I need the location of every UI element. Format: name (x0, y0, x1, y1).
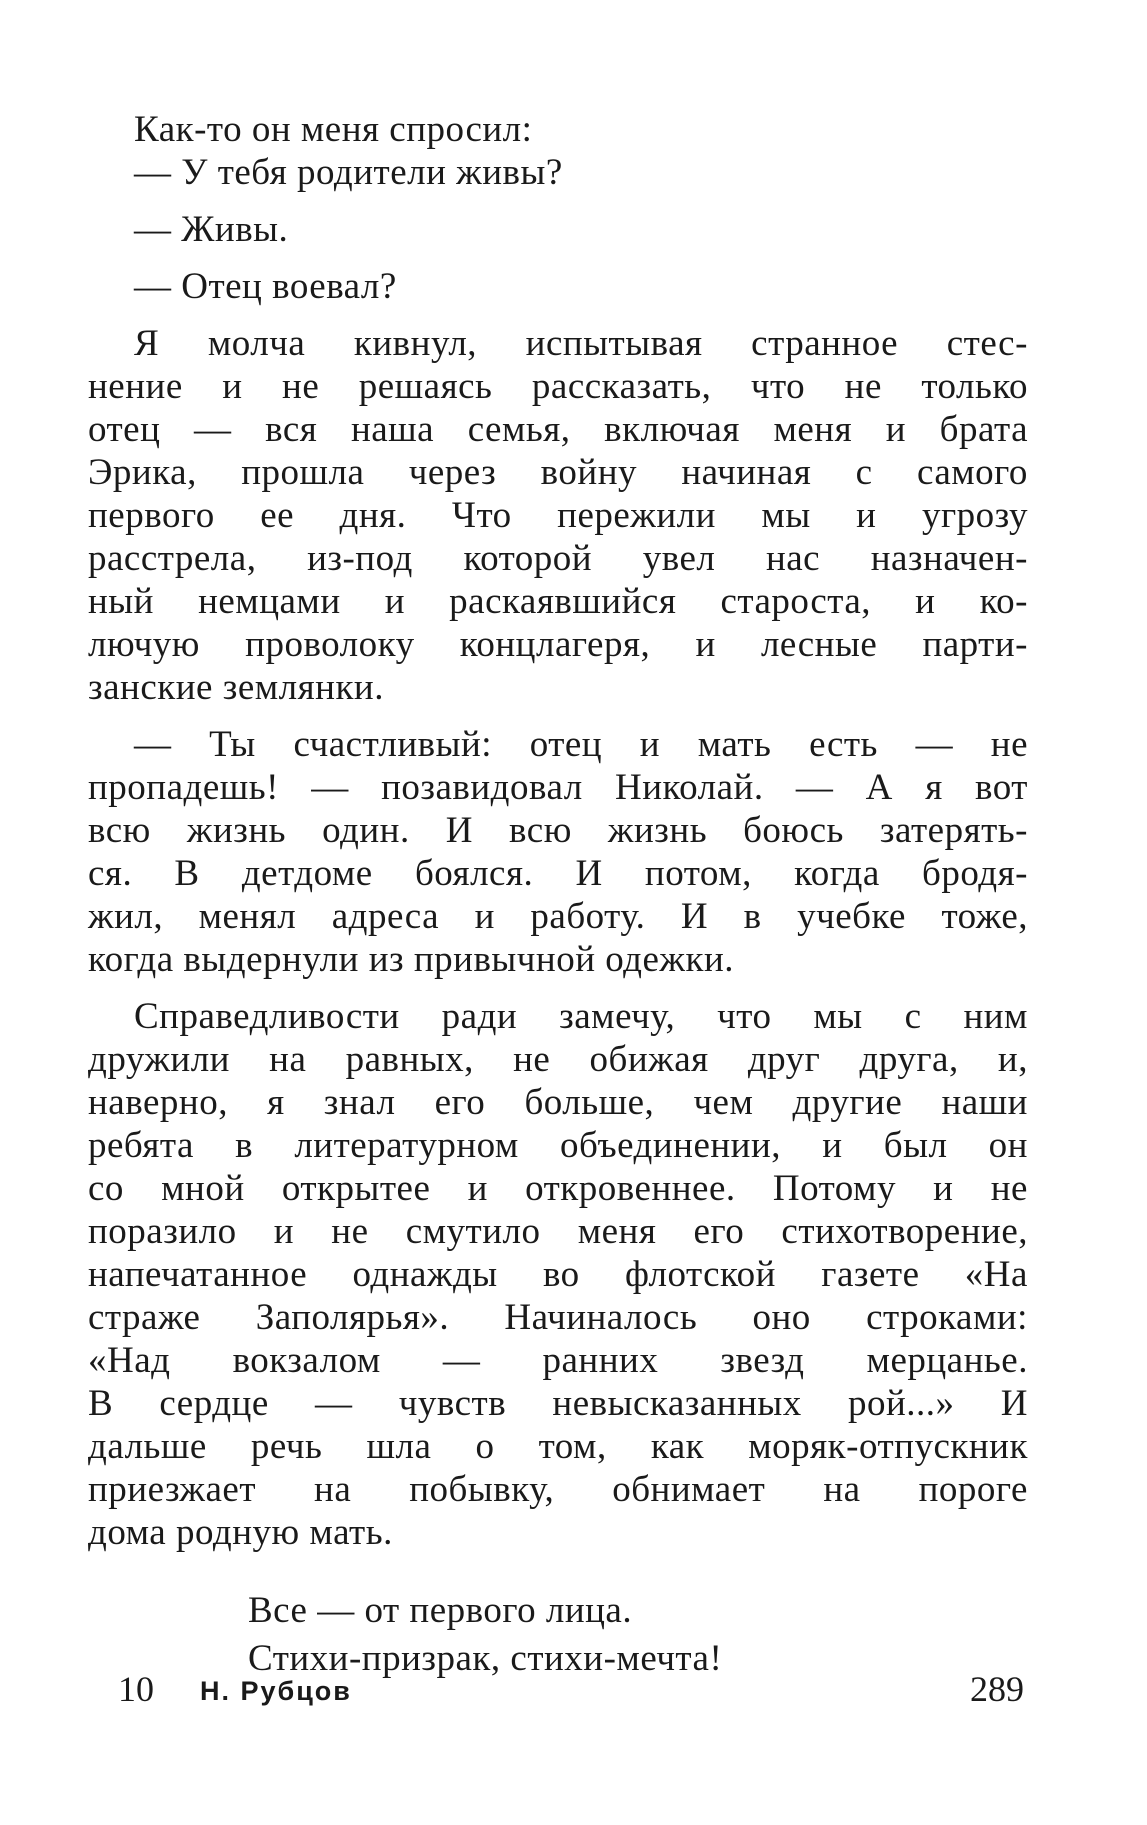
poem-line: Все — от первого лица. (248, 1590, 633, 1631)
word: испытывая (525, 323, 703, 364)
word: староста, (720, 581, 872, 622)
word: мерцанье. (866, 1340, 1028, 1381)
text-line: — Отец воевал? (134, 266, 397, 307)
signature-number: 10 (118, 1669, 154, 1709)
word: брата (939, 409, 1028, 450)
text-line: дома родную мать. (88, 1512, 393, 1553)
word: обнимает (612, 1469, 766, 1510)
word: отец (529, 724, 603, 765)
word: газете (821, 1254, 920, 1295)
word: нение (88, 366, 183, 407)
word: ный (88, 581, 154, 622)
word: самого (916, 452, 1028, 493)
word: первого (88, 495, 215, 536)
text-line (88, 723, 1028, 766)
word: и (273, 1211, 295, 1252)
word: — (134, 724, 172, 765)
word: бродя- (922, 853, 1028, 894)
word: и (222, 366, 243, 407)
word: концлагеря, (459, 624, 651, 665)
word: моряк-отпускник (748, 1426, 1028, 1467)
word: однажды (352, 1254, 498, 1295)
word: И (680, 896, 709, 937)
text-line: Как-то он меня спросил: (134, 109, 533, 150)
word: друг (747, 1039, 821, 1080)
word: жизнь (186, 810, 287, 851)
word: войну (540, 452, 637, 493)
word: дружили (88, 1039, 230, 1080)
text-line (88, 852, 1028, 895)
page-number: 289 (970, 1669, 1024, 1709)
word: что (717, 996, 772, 1037)
word: которой (463, 538, 593, 579)
word: из-под (307, 538, 413, 579)
word: побывку, (409, 1469, 555, 1510)
word: Ты (209, 724, 256, 765)
word: немцами (198, 581, 341, 622)
word: лесные (760, 624, 878, 665)
word: «Над (88, 1340, 171, 1381)
signature-author: Н. Рубцов (200, 1676, 352, 1706)
word: через (408, 452, 497, 493)
word: больше, (524, 1082, 655, 1123)
word: и (885, 409, 907, 450)
word: боюсь (743, 810, 844, 851)
word: стихотворение, (781, 1211, 1028, 1252)
word: лючую (88, 624, 200, 665)
word: рассказать, (531, 366, 712, 407)
word: не (844, 366, 882, 407)
word: вот (975, 767, 1028, 808)
word: я (267, 1082, 285, 1123)
word: позавидовал (381, 767, 583, 808)
word: мать (697, 724, 772, 765)
word: не (990, 1168, 1028, 1209)
word: литературном (294, 1125, 519, 1166)
text-line (88, 809, 1028, 852)
text-line (88, 895, 1028, 938)
word: откровеннее. (525, 1168, 736, 1209)
word: меня (577, 1211, 657, 1252)
word: знал (323, 1082, 396, 1123)
word: — (915, 724, 954, 765)
word: пережили (557, 495, 716, 536)
word: и (384, 581, 406, 622)
word: В (88, 1383, 114, 1424)
word: проволоку (245, 624, 415, 665)
text-line (88, 1425, 1028, 1468)
word: боялся. (414, 853, 534, 894)
word: чем (693, 1082, 754, 1123)
word: что (750, 366, 806, 407)
word: строками: (866, 1297, 1028, 1338)
word: ради (441, 996, 518, 1037)
word: был (883, 1125, 948, 1166)
word: работу. (530, 896, 646, 937)
word: затерять- (879, 810, 1028, 851)
text-line (88, 537, 1028, 580)
word: парти- (922, 624, 1028, 665)
word: стес- (946, 323, 1028, 364)
word: решаясь (358, 366, 493, 407)
word: «На (964, 1254, 1028, 1295)
word: со (88, 1168, 124, 1209)
word: пороге (918, 1469, 1028, 1510)
text-line (88, 322, 1028, 365)
word: мы (813, 996, 863, 1037)
text-line: занские землянки. (88, 667, 384, 708)
word: один. (322, 810, 410, 851)
word: страже (88, 1297, 201, 1338)
word: увел (642, 538, 716, 579)
text-line (88, 1124, 1028, 1167)
word: не (513, 1039, 551, 1080)
text-line (88, 1382, 1028, 1425)
word: Эрика, (88, 452, 197, 493)
body-text (88, 108, 1028, 1554)
word: есть (809, 724, 878, 765)
word: Я (134, 323, 160, 364)
word: его (693, 1211, 745, 1252)
word: молча (207, 323, 306, 364)
word: друга, (859, 1039, 959, 1080)
word: — (315, 1383, 353, 1424)
word: всю (88, 810, 151, 851)
text-line (88, 1210, 1028, 1253)
word: расстрела, (88, 538, 257, 579)
word: семья, (467, 409, 571, 450)
word: раскаявшийся (449, 581, 677, 622)
word: ко- (979, 581, 1028, 622)
word: чувств (398, 1383, 507, 1424)
word: с (904, 996, 922, 1037)
word: ним (963, 996, 1028, 1037)
word: когда (794, 853, 880, 894)
text-line (88, 451, 1028, 494)
word: тоже, (941, 896, 1028, 937)
word: том, (538, 1426, 607, 1467)
text-line (88, 1167, 1028, 1210)
word: не (282, 366, 320, 407)
word: и (695, 624, 716, 665)
word: жизнь (607, 810, 708, 851)
word: не (990, 724, 1028, 765)
text-line (88, 580, 1028, 623)
word: вся (265, 409, 318, 450)
word: во (542, 1254, 580, 1295)
word: наша (350, 409, 435, 450)
word: дня. (339, 495, 407, 536)
page-footer (0, 1668, 1147, 1718)
word: сердце (159, 1383, 269, 1424)
word: отец (88, 409, 161, 450)
text-line (88, 1296, 1028, 1339)
word: звезд (720, 1340, 805, 1381)
word: А (865, 767, 893, 808)
word: невысказанных (552, 1383, 802, 1424)
word: — (311, 767, 349, 808)
word: приезжает (88, 1469, 257, 1510)
word: на (269, 1039, 307, 1080)
word: о (475, 1426, 495, 1467)
word: наши (941, 1082, 1028, 1123)
word: Потому (772, 1168, 896, 1209)
word: объединении, (560, 1125, 782, 1166)
word: меня (773, 409, 853, 450)
word: — (795, 767, 834, 808)
word: рой...» (847, 1383, 955, 1424)
word: дальше (88, 1426, 207, 1467)
word: вокзалом (232, 1340, 381, 1381)
word: его (434, 1082, 486, 1123)
text-line (88, 1081, 1028, 1124)
word: оно (752, 1297, 811, 1338)
word: потом, (644, 853, 752, 894)
text-line (88, 1253, 1028, 1296)
word: напечатанное (88, 1254, 308, 1295)
word: счастливый: (293, 724, 493, 765)
word: открытее (281, 1168, 431, 1209)
word: — (442, 1340, 481, 1381)
word: ся. (88, 853, 133, 894)
word: угрозу (921, 495, 1028, 536)
word: и (639, 724, 661, 765)
word: и (933, 1168, 954, 1209)
word: я (925, 767, 943, 808)
word: обижая (589, 1039, 709, 1080)
word: детдоме (241, 853, 373, 894)
text-line (88, 1339, 1028, 1382)
word: на (314, 1469, 352, 1510)
word: замечу, (559, 996, 676, 1037)
text-line (88, 766, 1028, 809)
word: в (743, 896, 762, 937)
word: он (988, 1125, 1028, 1166)
text-line (88, 408, 1028, 451)
word: начиная (681, 452, 812, 493)
word: адреса (331, 896, 440, 937)
word: ранних (542, 1340, 659, 1381)
word: назначен- (870, 538, 1028, 579)
word: мной (161, 1168, 245, 1209)
word: только (921, 366, 1028, 407)
word: как (650, 1426, 705, 1467)
word: и (822, 1125, 843, 1166)
word: прошла (241, 452, 365, 493)
word: И (1000, 1383, 1028, 1424)
word: И (445, 810, 473, 851)
text-line (88, 494, 1028, 537)
word: с (855, 452, 873, 493)
text-line (88, 623, 1028, 666)
word: мы (761, 495, 811, 536)
word: речь (250, 1426, 323, 1467)
word: и (856, 495, 877, 536)
word: менял (198, 896, 297, 937)
text-line: — Живы. (134, 209, 289, 250)
word: другие (792, 1082, 903, 1123)
text-line (88, 1468, 1028, 1511)
word: и (467, 1168, 488, 1209)
word: не (331, 1211, 369, 1252)
text-line: — У тебя родители живы? (134, 152, 563, 193)
word: смутило (405, 1211, 541, 1252)
text-line (88, 995, 1028, 1038)
word: Николай. (615, 767, 764, 808)
word: нас (765, 538, 821, 579)
word: и (915, 581, 936, 622)
poem-line: Стихи-призрак, стихи-мечта! (248, 1638, 723, 1679)
word: — (194, 409, 232, 450)
word: поразило (88, 1211, 237, 1252)
word: Начиналось (504, 1297, 698, 1338)
word: на (823, 1469, 861, 1510)
text-line: когда выдернули из привычной одежки. (88, 939, 735, 980)
word: равных, (345, 1039, 474, 1080)
word: наверно, (88, 1082, 228, 1123)
word: В (174, 853, 200, 894)
word: и, (997, 1039, 1028, 1080)
word: всю (509, 810, 572, 851)
word: шла (366, 1426, 432, 1467)
word: пропадешь! (88, 767, 279, 808)
word: включая (604, 409, 740, 450)
word: И (575, 853, 603, 894)
word: Заполярья». (255, 1297, 450, 1338)
word: флотской (624, 1254, 776, 1295)
text-line (88, 365, 1028, 408)
word: странное (751, 323, 899, 364)
word: ребята (88, 1125, 194, 1166)
word: и (474, 896, 495, 937)
word: Что (451, 495, 512, 536)
word: в (235, 1125, 254, 1166)
word: жил, (88, 896, 164, 937)
word: Справедливости (134, 996, 400, 1037)
text-line (88, 1038, 1028, 1081)
word: кивнул, (353, 323, 478, 364)
word: учебке (797, 896, 906, 937)
word: ее (260, 495, 295, 536)
